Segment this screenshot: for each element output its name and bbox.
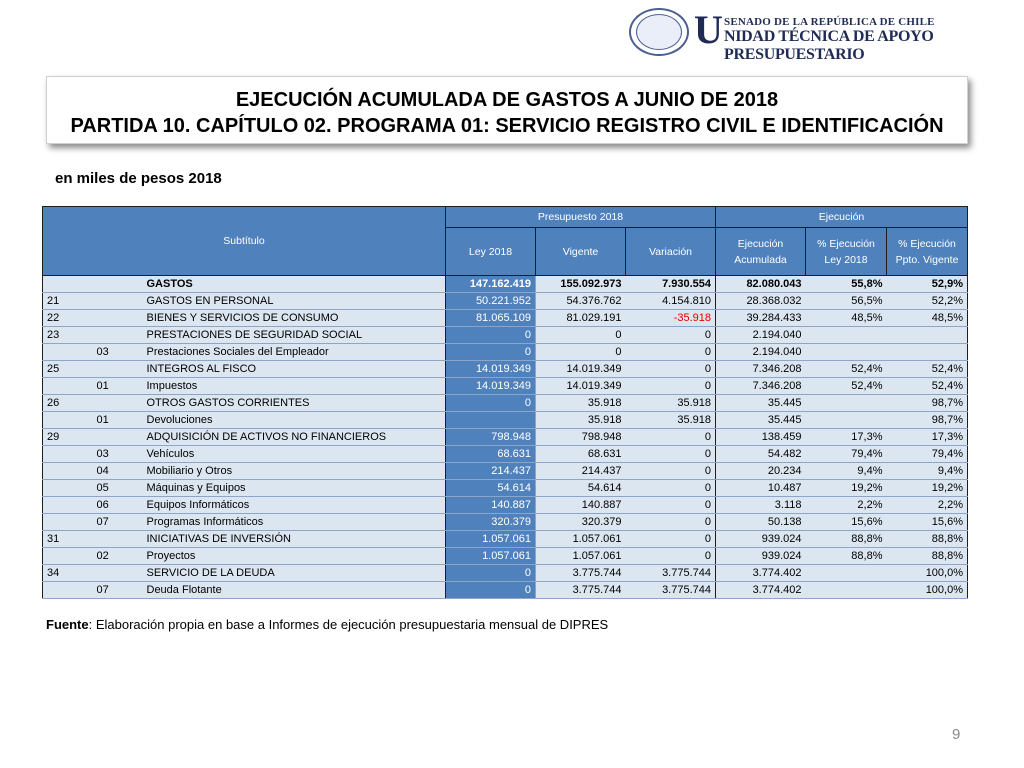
cell-item: [87, 361, 143, 378]
cell-ley: 0: [446, 395, 536, 412]
cell-item: [87, 429, 143, 446]
cell-pct-vigente: 52,4%: [887, 361, 968, 378]
cell-ejecucion: 3.118: [716, 497, 806, 514]
cell-pct-vigente: [887, 327, 968, 344]
cell-item: 02: [87, 548, 143, 565]
cell-pct-ley: [806, 582, 887, 599]
cell-subtitulo: 29: [43, 429, 87, 446]
logo-u-letter: U: [694, 7, 723, 52]
cell-subtitulo: [43, 378, 87, 395]
cell-variacion: -35.918: [626, 310, 716, 327]
cell-ley: 147.162.419: [446, 276, 536, 293]
cell-name: INTEGROS AL FISCO: [143, 361, 446, 378]
cell-subtitulo: [43, 344, 87, 361]
cell-name: OTROS GASTOS CORRIENTES: [143, 395, 446, 412]
cell-name: BIENES Y SERVICIOS DE CONSUMO: [143, 310, 446, 327]
cell-pct-vigente: 52,2%: [887, 293, 968, 310]
cell-item: [87, 327, 143, 344]
table-row: [43, 395, 968, 412]
cell-ejecucion: 3.774.402: [716, 565, 806, 582]
cell-pct-vigente: [887, 344, 968, 361]
cell-variacion: 35.918: [626, 395, 716, 412]
cell-item: 01: [87, 412, 143, 429]
cell-name: Programas Informáticos: [143, 514, 446, 531]
cell-item: 04: [87, 463, 143, 480]
cell-pct-ley: 15,6%: [806, 514, 887, 531]
cell-variacion: 4.154.810: [626, 293, 716, 310]
cell-vigente: 320.379: [536, 514, 626, 531]
cell-pct-vigente: 88,8%: [887, 531, 968, 548]
cell-vigente: 14.019.349: [536, 378, 626, 395]
cell-variacion: 3.775.744: [626, 582, 716, 599]
cell-variacion: 0: [626, 378, 716, 395]
cell-vigente: 1.057.061: [536, 548, 626, 565]
cell-item: 07: [87, 582, 143, 599]
table-row: [43, 514, 968, 531]
cell-name: Mobiliario y Otros: [143, 463, 446, 480]
cell-pct-ley: [806, 565, 887, 582]
cell-ley: 1.057.061: [446, 548, 536, 565]
table-row: [43, 463, 968, 480]
cell-ley: 50.221.952: [446, 293, 536, 310]
header-vigente: Vigente: [536, 228, 626, 276]
table-row: [43, 344, 968, 361]
cell-vigente: 0: [536, 327, 626, 344]
cell-pct-ley: 17,3%: [806, 429, 887, 446]
cell-name: Vehículos: [143, 446, 446, 463]
title-box: [46, 76, 968, 144]
cell-ejecucion: 28.368.032: [716, 293, 806, 310]
cell-pct-vigente: 88,8%: [887, 548, 968, 565]
header-pct-ley: % Ejecución Ley 2018: [806, 228, 887, 276]
cell-name: ADQUISICIÓN DE ACTIVOS NO FINANCIEROS: [143, 429, 446, 446]
table-row: [43, 276, 968, 293]
cell-ejecucion: 2.194.040: [716, 327, 806, 344]
cell-item: 03: [87, 344, 143, 361]
cell-ejecucion: 7.346.208: [716, 378, 806, 395]
budget-table: [42, 206, 968, 599]
cell-variacion: 0: [626, 497, 716, 514]
cell-variacion: 0: [626, 327, 716, 344]
table-row: [43, 293, 968, 310]
cell-name: SERVICIO DE LA DEUDA: [143, 565, 446, 582]
cell-name: PRESTACIONES DE SEGURIDAD SOCIAL: [143, 327, 446, 344]
cell-pct-ley: [806, 327, 887, 344]
senado-seal-logo: [629, 8, 689, 56]
cell-ejecucion: 7.346.208: [716, 361, 806, 378]
cell-vigente: 1.057.061: [536, 531, 626, 548]
cell-pct-vigente: 100,0%: [887, 582, 968, 599]
cell-item: [87, 395, 143, 412]
cell-item: 03: [87, 446, 143, 463]
cell-item: [87, 310, 143, 327]
cell-vigente: 0: [536, 344, 626, 361]
header-ejecucion-acumulada: Ejecución Acumulada: [716, 228, 806, 276]
cell-item: [87, 565, 143, 582]
table-row: [43, 565, 968, 582]
cell-item: [87, 531, 143, 548]
cell-ley: 1.057.061: [446, 531, 536, 548]
header-variacion: Variación: [626, 228, 716, 276]
cell-vigente: 214.437: [536, 463, 626, 480]
cell-variacion: 3.775.744: [626, 565, 716, 582]
header-ejecucion: Ejecución: [716, 207, 968, 228]
table-row: [43, 327, 968, 344]
cell-vigente: 3.775.744: [536, 582, 626, 599]
cell-vigente: 54.376.762: [536, 293, 626, 310]
cell-pct-ley: 19,2%: [806, 480, 887, 497]
cell-vigente: 3.775.744: [536, 565, 626, 582]
table-row: [43, 480, 968, 497]
cell-vigente: 35.918: [536, 412, 626, 429]
cell-name: GASTOS EN PERSONAL: [143, 293, 446, 310]
cell-name: INICIATIVAS DE INVERSIÓN: [143, 531, 446, 548]
cell-ejecucion: 35.445: [716, 412, 806, 429]
cell-ejecucion: 82.080.043: [716, 276, 806, 293]
header-ley: Ley 2018: [446, 228, 536, 276]
cell-ley: [446, 412, 536, 429]
cell-vigente: 54.614: [536, 480, 626, 497]
cell-item: 01: [87, 378, 143, 395]
table-row: [43, 531, 968, 548]
cell-ley: 214.437: [446, 463, 536, 480]
cell-pct-ley: 88,8%: [806, 531, 887, 548]
cell-ejecucion: 39.284.433: [716, 310, 806, 327]
cell-ley: 81.065.109: [446, 310, 536, 327]
cell-ejecucion: 939.024: [716, 548, 806, 565]
cell-item: 05: [87, 480, 143, 497]
cell-pct-ley: 52,4%: [806, 361, 887, 378]
cell-subtitulo: [43, 582, 87, 599]
table-row: [43, 310, 968, 327]
cell-pct-ley: [806, 344, 887, 361]
cell-pct-ley: [806, 395, 887, 412]
cell-vigente: 35.918: [536, 395, 626, 412]
cell-name: GASTOS: [143, 276, 446, 293]
cell-vigente: 81.029.191: [536, 310, 626, 327]
cell-name: Prestaciones Sociales del Empleador: [143, 344, 446, 361]
cell-ley: 68.631: [446, 446, 536, 463]
cell-pct-ley: [806, 412, 887, 429]
cell-pct-vigente: 9,4%: [887, 463, 968, 480]
cell-ley: 14.019.349: [446, 361, 536, 378]
cell-ejecucion: 20.234: [716, 463, 806, 480]
cell-variacion: 0: [626, 463, 716, 480]
cell-subtitulo: [43, 480, 87, 497]
cell-pct-vigente: 98,7%: [887, 412, 968, 429]
cell-variacion: 0: [626, 514, 716, 531]
cell-ley: 54.614: [446, 480, 536, 497]
table-row: [43, 429, 968, 446]
cell-variacion: 0: [626, 361, 716, 378]
header-pct-vigente: % Ejecución Ppto. Vigente: [887, 228, 968, 276]
cell-vigente: 14.019.349: [536, 361, 626, 378]
cell-pct-ley: 56,5%: [806, 293, 887, 310]
cell-vigente: 68.631: [536, 446, 626, 463]
cell-ley: 140.887: [446, 497, 536, 514]
cell-pct-ley: 9,4%: [806, 463, 887, 480]
cell-variacion: 7.930.554: [626, 276, 716, 293]
table-row: [43, 548, 968, 565]
cell-pct-vigente: 48,5%: [887, 310, 968, 327]
table-row: [43, 361, 968, 378]
cell-pct-vigente: 100,0%: [887, 565, 968, 582]
cell-pct-vigente: 2,2%: [887, 497, 968, 514]
cell-name: Devoluciones: [143, 412, 446, 429]
table-row: [43, 378, 968, 395]
title-line-1: EJECUCIÓN ACUMULADA DE GASTOS A JUNIO DE 2018: [235, 89, 779, 111]
cell-vigente: 140.887: [536, 497, 626, 514]
cell-ley: 798.948: [446, 429, 536, 446]
cell-pct-vigente: 79,4%: [887, 446, 968, 463]
cell-pct-vigente: 15,6%: [887, 514, 968, 531]
cell-subtitulo: [43, 497, 87, 514]
cell-subtitulo: [43, 548, 87, 565]
cell-ejecucion: 939.024: [716, 531, 806, 548]
cell-pct-vigente: 19,2%: [887, 480, 968, 497]
cell-subtitulo: [43, 412, 87, 429]
cell-ejecucion: 10.487: [716, 480, 806, 497]
cell-variacion: 0: [626, 446, 716, 463]
cell-pct-vigente: 17,3%: [887, 429, 968, 446]
cell-vigente: 798.948: [536, 429, 626, 446]
cell-variacion: 0: [626, 548, 716, 565]
cell-pct-ley: 48,5%: [806, 310, 887, 327]
cell-variacion: 0: [626, 344, 716, 361]
table-row: [43, 582, 968, 599]
cell-ejecucion: 138.459: [716, 429, 806, 446]
cell-ley: 0: [446, 344, 536, 361]
cell-ejecucion: 35.445: [716, 395, 806, 412]
cell-subtitulo: [43, 446, 87, 463]
cell-subtitulo: 23: [43, 327, 87, 344]
cell-pct-vigente: 52,9%: [887, 276, 968, 293]
cell-pct-ley: 79,4%: [806, 446, 887, 463]
header-presupuesto: Presupuesto 2018: [446, 207, 716, 228]
cell-item: 07: [87, 514, 143, 531]
cell-pct-ley: 55,8%: [806, 276, 887, 293]
cell-subtitulo: 22: [43, 310, 87, 327]
cell-ley: 320.379: [446, 514, 536, 531]
cell-variacion: 0: [626, 429, 716, 446]
cell-ley: 14.019.349: [446, 378, 536, 395]
cell-pct-vigente: 98,7%: [887, 395, 968, 412]
source-text: : Elaboración propia en base a Informes de ejecución presupuestaria mensual de DIPRES: [88, 617, 609, 632]
table-row: [43, 446, 968, 463]
cell-variacion: 0: [626, 531, 716, 548]
cell-name: Impuestos: [143, 378, 446, 395]
cell-pct-ley: 2,2%: [806, 497, 887, 514]
table-row: [43, 497, 968, 514]
title-line-2: PARTIDA 10. CAPÍTULO 02. PROGRAMA 01: SERVICIO REGISTRO CIVIL E IDENTIFICACIÓN: [70, 115, 944, 137]
cell-subtitulo: 21: [43, 293, 87, 310]
cell-ejecucion: 50.138: [716, 514, 806, 531]
source-note: [46, 617, 608, 632]
cell-subtitulo: [43, 276, 87, 293]
logo-senado-text: SENADO DE LA REPÚBLICA DE CHILE: [724, 16, 935, 28]
cell-ley: 0: [446, 565, 536, 582]
cell-subtitulo: [43, 514, 87, 531]
cell-ejecucion: 3.774.402: [716, 582, 806, 599]
cell-item: [87, 293, 143, 310]
cell-subtitulo: 26: [43, 395, 87, 412]
cell-vigente: 155.092.973: [536, 276, 626, 293]
units-label: en miles de pesos 2018: [55, 170, 222, 187]
cell-name: Proyectos: [143, 548, 446, 565]
cell-variacion: 35.918: [626, 412, 716, 429]
cell-subtitulo: 34: [43, 565, 87, 582]
cell-pct-ley: 52,4%: [806, 378, 887, 395]
cell-ley: 0: [446, 582, 536, 599]
page-number: 9: [952, 726, 961, 743]
cell-subtitulo: 31: [43, 531, 87, 548]
cell-name: Deuda Flotante: [143, 582, 446, 599]
cell-ejecucion: 54.482: [716, 446, 806, 463]
cell-pct-vigente: 52,4%: [887, 378, 968, 395]
cell-ejecucion: 2.194.040: [716, 344, 806, 361]
table-row: [43, 412, 968, 429]
header-subtitulo: Subtítulo: [43, 207, 446, 276]
cell-ley: 0: [446, 327, 536, 344]
cell-pct-ley: 88,8%: [806, 548, 887, 565]
cell-subtitulo: [43, 463, 87, 480]
cell-variacion: 0: [626, 480, 716, 497]
cell-subtitulo: 25: [43, 361, 87, 378]
logo-unidad-text: NIDAD TÉCNICA DE APOYO PRESUPUESTARIO: [724, 28, 934, 63]
cell-name: Equipos Informáticos: [143, 497, 446, 514]
cell-name: Máquinas y Equipos: [143, 480, 446, 497]
cell-item: 06: [87, 497, 143, 514]
cell-item: [87, 276, 143, 293]
source-label: Fuente: [46, 617, 89, 632]
